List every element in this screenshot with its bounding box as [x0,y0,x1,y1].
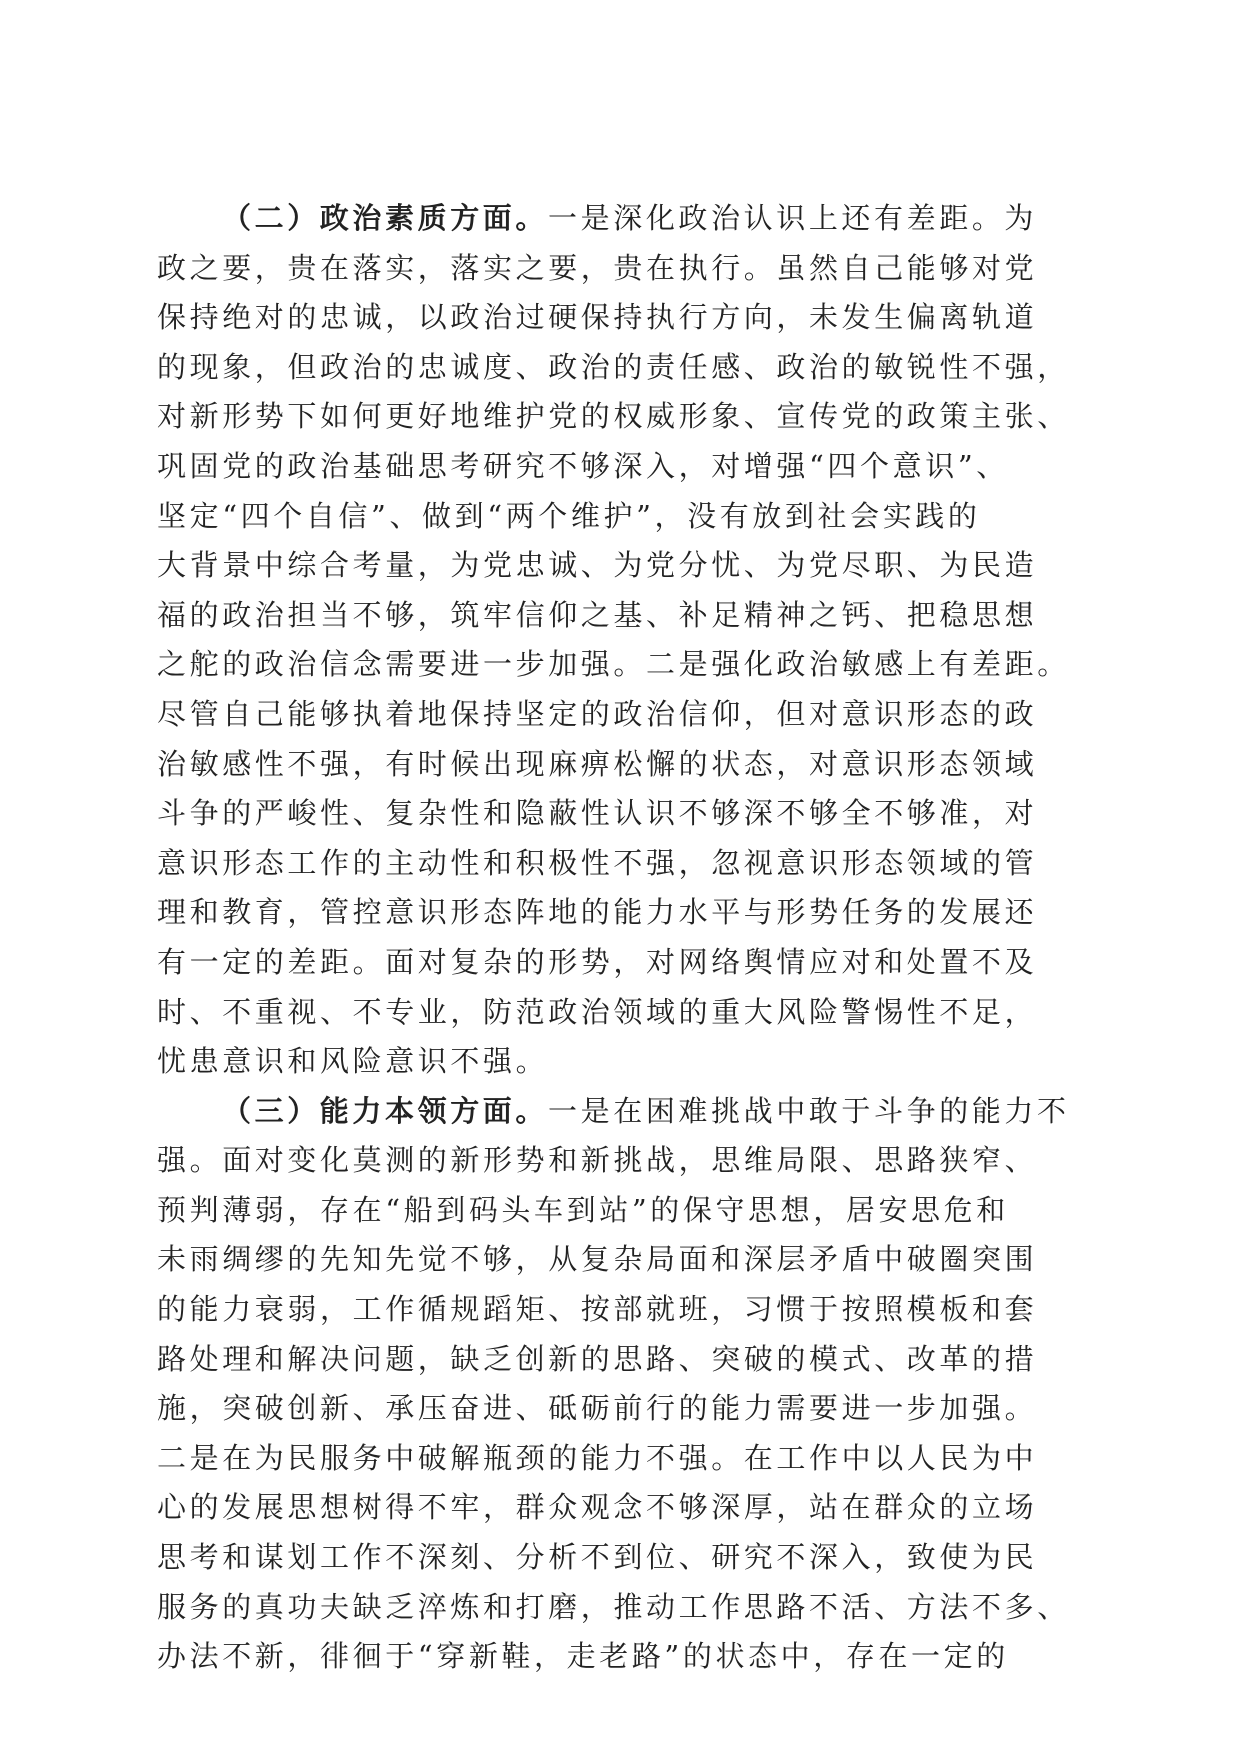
text-line: 的能力衰弱，工作循规蹈矩、按部就班，习惯于按照模板和套 [157,1292,1038,1327]
text-line: 保持绝对的忠诚，以政治过硬保持执行方向，未发生偏离轨道 [157,300,1038,335]
section3-heading: （三）能力本领方面。 [222,1093,549,1128]
text-line: 施，突破创新、承压奋进、砥砺前行的能力需要进一步加强。 [157,1391,1038,1426]
text-line: 治敏感性不强，有时候出现麻痹松懈的状态，对意识形态领域 [157,746,1038,781]
text-line: 政之要，贵在落实，落实之要，贵在执行。虽然自己能够对党 [157,250,1038,285]
section2-heading: （二）政治素质方面。 [222,201,549,235]
text-line: 办法不新，徘徊于“穿新鞋，走老路”的状态中，存在一定的 [157,1639,1009,1674]
section3-first-line [157,1087,1077,1137]
text-line: 未雨绸缪的先知先觉不够，从复杂局面和深层矛盾中破圈突围 [157,1242,1038,1277]
document-body [157,194,1077,1682]
section2-first-line [157,194,1077,244]
text-line: 时、不重视、不专业，防范政治领域的重大风险警惕性不足， [157,994,1038,1029]
text-line: 之舵的政治信念需要进一步加强。二是强化政治敏感上有差距。 [157,647,1070,682]
text-line: 路处理和解决问题，缺乏创新的思路、突破的模式、改革的措 [157,1341,1038,1376]
text-line: 巩固党的政治基础思考研究不够深入，对增强“四个意识”、 [157,448,1009,483]
text-line: 强。面对变化莫测的新形势和新挑战，思维局限、思路狭窄、 [157,1143,1038,1178]
text-line: 理和教育，管控意识形态阵地的能力水平与形势任务的发展还 [157,895,1038,930]
text-line: 预判薄弱，存在“船到码头车到站”的保守思想，居安思危和 [157,1192,1009,1227]
text-line: 意识形态工作的主动性和积极性不强，忽视意识形态领域的管 [157,845,1038,880]
text-line: 的现象，但政治的忠诚度、政治的责任感、政治的敏锐性不强， [157,349,1070,384]
text-line: 尽管自己能够执着地保持坚定的政治信仰，但对意识形态的政 [157,696,1038,731]
text-line: 二是在为民服务中破解瓶颈的能力不强。在工作中以人民为中 [157,1440,1038,1475]
text-line: 有一定的差距。面对复杂的形势，对网络舆情应对和处置不及 [157,944,1038,979]
text-line: 斗争的严峻性、复杂性和隐蔽性认识不够深不够全不够准，对 [157,796,1038,831]
text-line: 思考和谋划工作不深刻、分析不到位、研究不深入，致使为民 [157,1540,1038,1575]
text-line: 福的政治担当不够，筑牢信仰之基、补足精神之钙、把稳思想 [157,597,1038,632]
text-line: 忧患意识和风险意识不强。 [157,1044,549,1079]
text-line: 对新形势下如何更好地维护党的权威形象、宣传党的政策主张、 [157,399,1070,434]
text-line: 一是在困难挑战中敢于斗争的能力不 [548,1093,1070,1128]
text-line: 坚定“四个自信”、做到“两个维护”，没有放到社会实践的 [157,498,981,533]
text-line: 大背景中综合考量，为党忠诚、为党分忧、为党尽职、为民造 [157,548,1038,583]
text-line: 一是深化政治认识上还有差距。为 [548,201,1038,235]
text-line: 心的发展思想树得不牢，群众观念不够深厚，站在群众的立场 [157,1490,1038,1525]
text-line: 服务的真功夫缺乏淬炼和打磨，推动工作思路不活、方法不多、 [157,1589,1070,1624]
